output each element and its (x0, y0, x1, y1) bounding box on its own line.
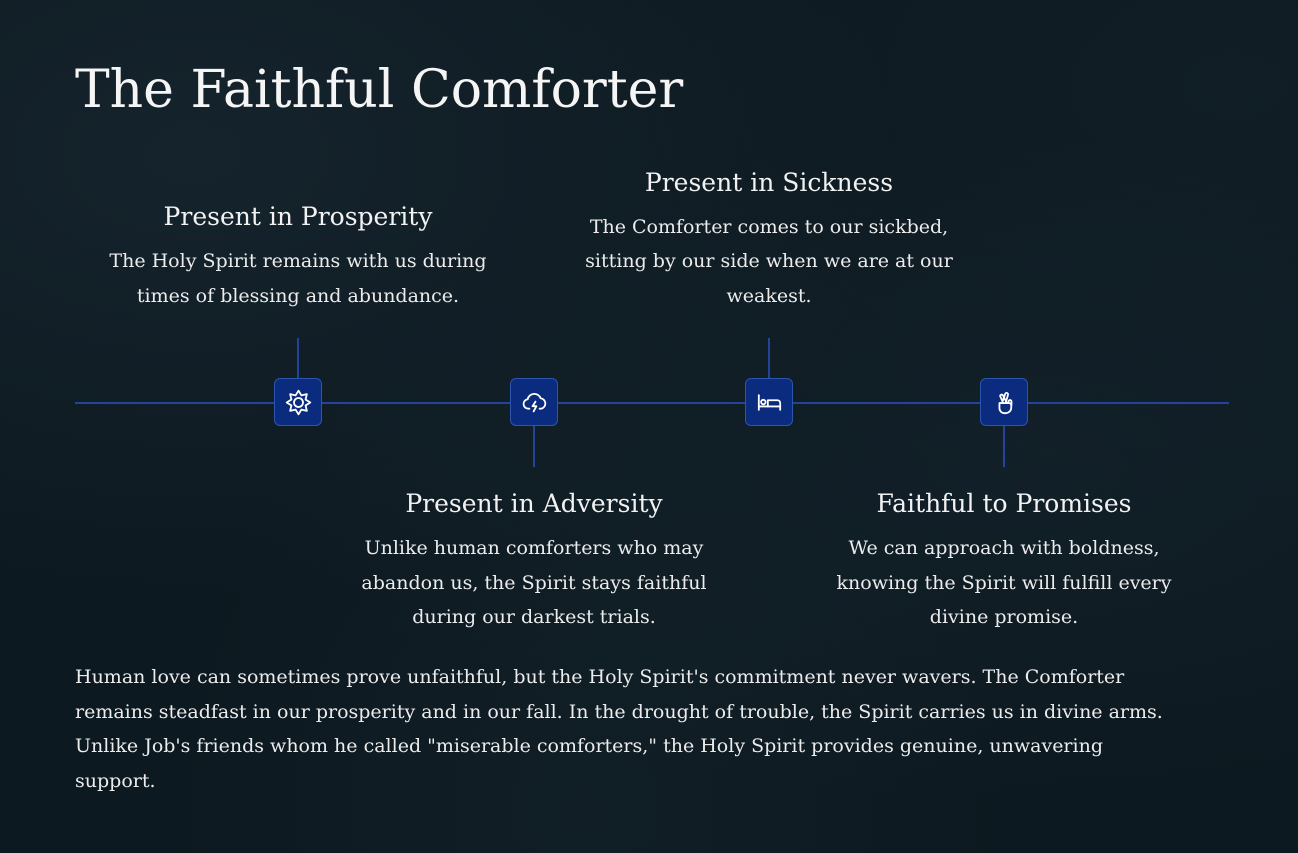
item-description (764, 531, 1244, 635)
item-heading: Faithful to Promises (876, 489, 1132, 518)
description-line: The Comforter comes to our sickbed, (589, 215, 949, 238)
description-line: The Holy Spirit remains with us during (109, 250, 487, 272)
timeline-item-adversity (294, 487, 774, 635)
cloud-bolt-icon (521, 389, 548, 416)
description-line: divine promise. (929, 606, 1079, 628)
description-line: Unlike human comforters who may (364, 537, 704, 559)
summary-line: Unlike Job's friends whom he called "miserable comforters," the Holy Spirit provides genuine, unwavering (75, 735, 1103, 757)
description-line: weakest. (726, 284, 812, 307)
description-line: during our darkest trials. (412, 606, 656, 628)
description-line: sitting by our side when we are at our (585, 250, 953, 272)
timeline-node-adversity (510, 378, 558, 426)
summary-line: support. (75, 769, 156, 792)
summary-line: remains steadfast in our prosperity and in our fall. In the drought of trouble, the Spirit carries us in divine arms. (75, 700, 1163, 723)
description-line: abandon us, the Spirit stays faithful (361, 571, 707, 594)
item-description (529, 210, 1009, 314)
connector-sickness (768, 338, 770, 378)
item-description (294, 531, 774, 635)
summary-line: Human love can sometimes prove unfaithful, but the Holy Spirit's commitment never wavers. The Comforter (75, 666, 1125, 688)
item-heading: Present in Prosperity (163, 202, 433, 231)
timeline-item-promises (764, 487, 1244, 635)
crossed-fingers-icon (991, 389, 1018, 416)
connector-promises (1003, 426, 1005, 467)
timeline-axis (75, 402, 1229, 404)
timeline-item-sickness (529, 166, 1009, 314)
description-line: knowing the Spirit will fulfill every (836, 571, 1172, 594)
slide-title: The Faithful Comforter (75, 60, 684, 120)
summary-paragraph (75, 660, 1229, 798)
bed-icon (756, 389, 783, 416)
description-line: We can approach with boldness, (848, 537, 1160, 559)
connector-adversity (533, 426, 535, 467)
timeline-node-sickness (745, 378, 793, 426)
item-heading: Present in Sickness (644, 167, 894, 197)
timeline-node-prosperity (274, 378, 322, 426)
timeline-item-prosperity (58, 200, 538, 313)
sun-icon (285, 389, 312, 416)
description-line: times of blessing and abundance. (136, 284, 460, 307)
timeline-node-promises (980, 378, 1028, 426)
connector-prosperity (297, 338, 299, 378)
item-heading: Present in Adversity (405, 489, 663, 518)
item-description (58, 244, 538, 313)
